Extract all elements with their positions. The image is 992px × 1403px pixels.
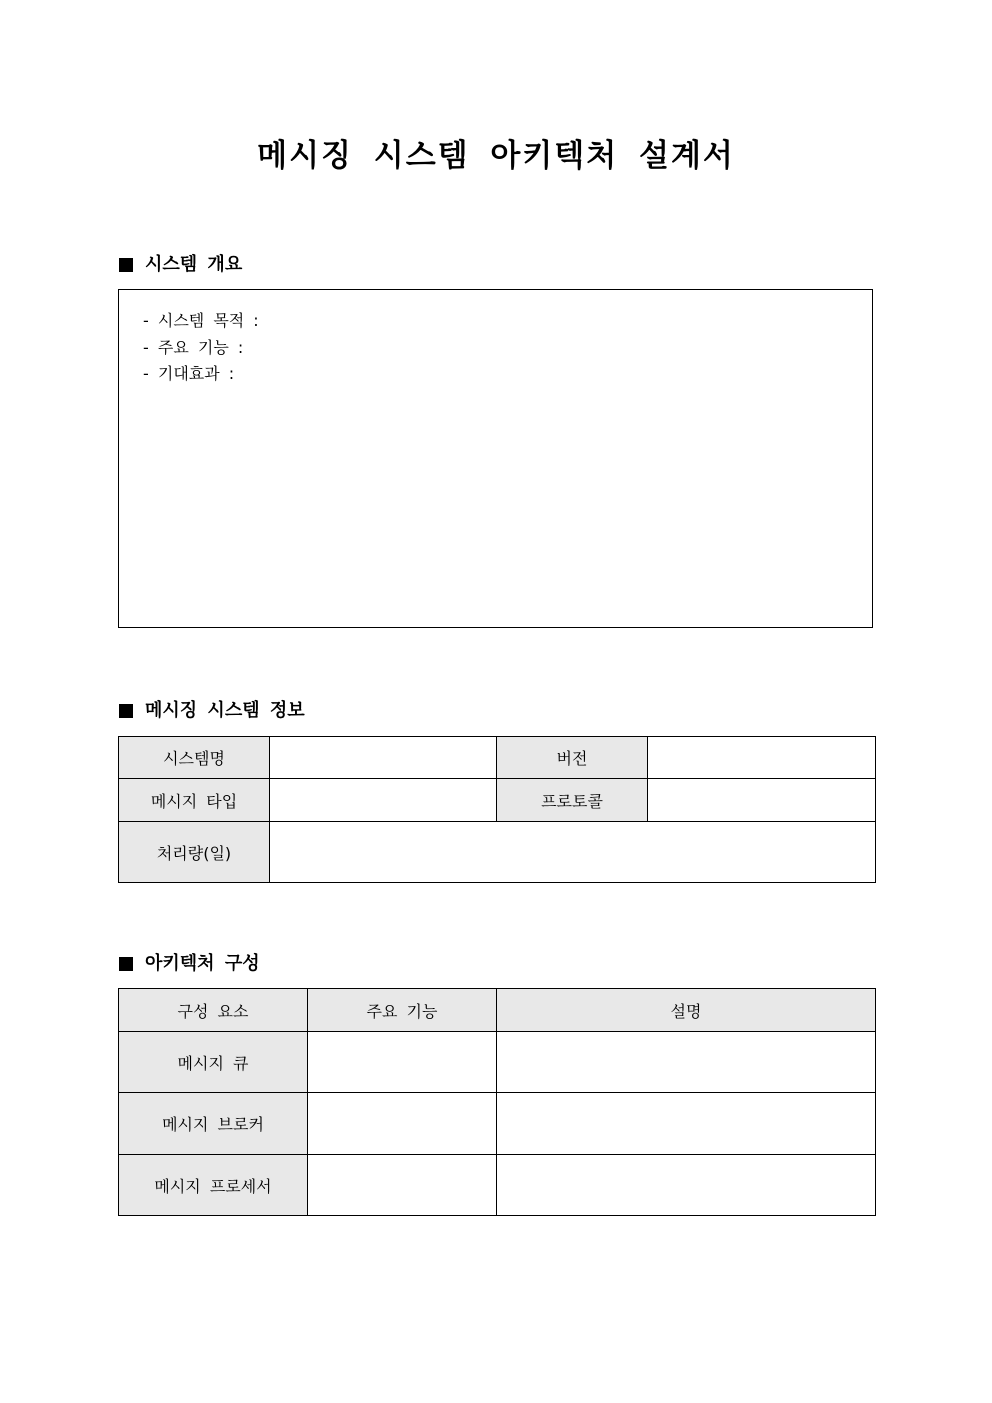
architecture-header-row: [119, 989, 876, 1032]
column-header-description: 설명: [497, 989, 876, 1032]
architecture-heading: [119, 952, 260, 976]
description-cell[interactable]: [497, 1155, 876, 1216]
overview-functions-line: - 주요 기능 :: [143, 337, 244, 357]
throughput-field[interactable]: [270, 822, 876, 883]
function-cell[interactable]: [308, 1155, 497, 1216]
info-row-system: [119, 737, 876, 779]
square-bullet-icon: [119, 258, 133, 272]
version-field[interactable]: [648, 737, 876, 779]
table-row: [119, 1032, 876, 1093]
message-type-field[interactable]: [270, 779, 497, 822]
square-bullet-icon: [119, 957, 133, 971]
function-cell[interactable]: [308, 1032, 497, 1093]
message-type-label: 메시지 타입: [119, 779, 270, 822]
info-row-throughput: [119, 822, 876, 883]
overview-heading: [119, 253, 242, 277]
architecture-heading-label: 아키텍처 구성: [145, 953, 260, 974]
protocol-field[interactable]: [648, 779, 876, 822]
component-name: 메시지 브로커: [119, 1093, 308, 1155]
description-cell[interactable]: [497, 1032, 876, 1093]
square-bullet-icon: [119, 704, 133, 718]
component-name: 메시지 큐: [119, 1032, 308, 1093]
table-row: [119, 1093, 876, 1155]
column-header-component: 구성 요소: [119, 989, 308, 1032]
info-heading-label: 메시징 시스템 정보: [145, 700, 305, 721]
info-heading: [119, 699, 305, 723]
overview-heading-label: 시스템 개요: [145, 254, 243, 275]
info-row-type: [119, 779, 876, 822]
document-title: 메시징 시스템 아키텍처 설계서: [257, 138, 735, 174]
table-row: [119, 1155, 876, 1216]
throughput-label: 처리량(일): [119, 822, 270, 883]
component-name: 메시지 프로세서: [119, 1155, 308, 1216]
overview-purpose-line: - 시스템 목적 :: [143, 311, 259, 330]
overview-effects-line: - 기대효과 :: [143, 364, 235, 383]
info-table: [118, 736, 876, 883]
version-label: 버전: [497, 737, 648, 779]
system-name-field[interactable]: [270, 737, 497, 779]
function-cell[interactable]: [308, 1093, 497, 1155]
overview-box[interactable]: [118, 289, 873, 628]
protocol-label: 프로토콜: [497, 779, 648, 822]
system-name-label: 시스템명: [119, 737, 270, 779]
description-cell[interactable]: [497, 1093, 876, 1155]
column-header-function: 주요 기능: [308, 989, 497, 1032]
architecture-table: [118, 988, 876, 1216]
